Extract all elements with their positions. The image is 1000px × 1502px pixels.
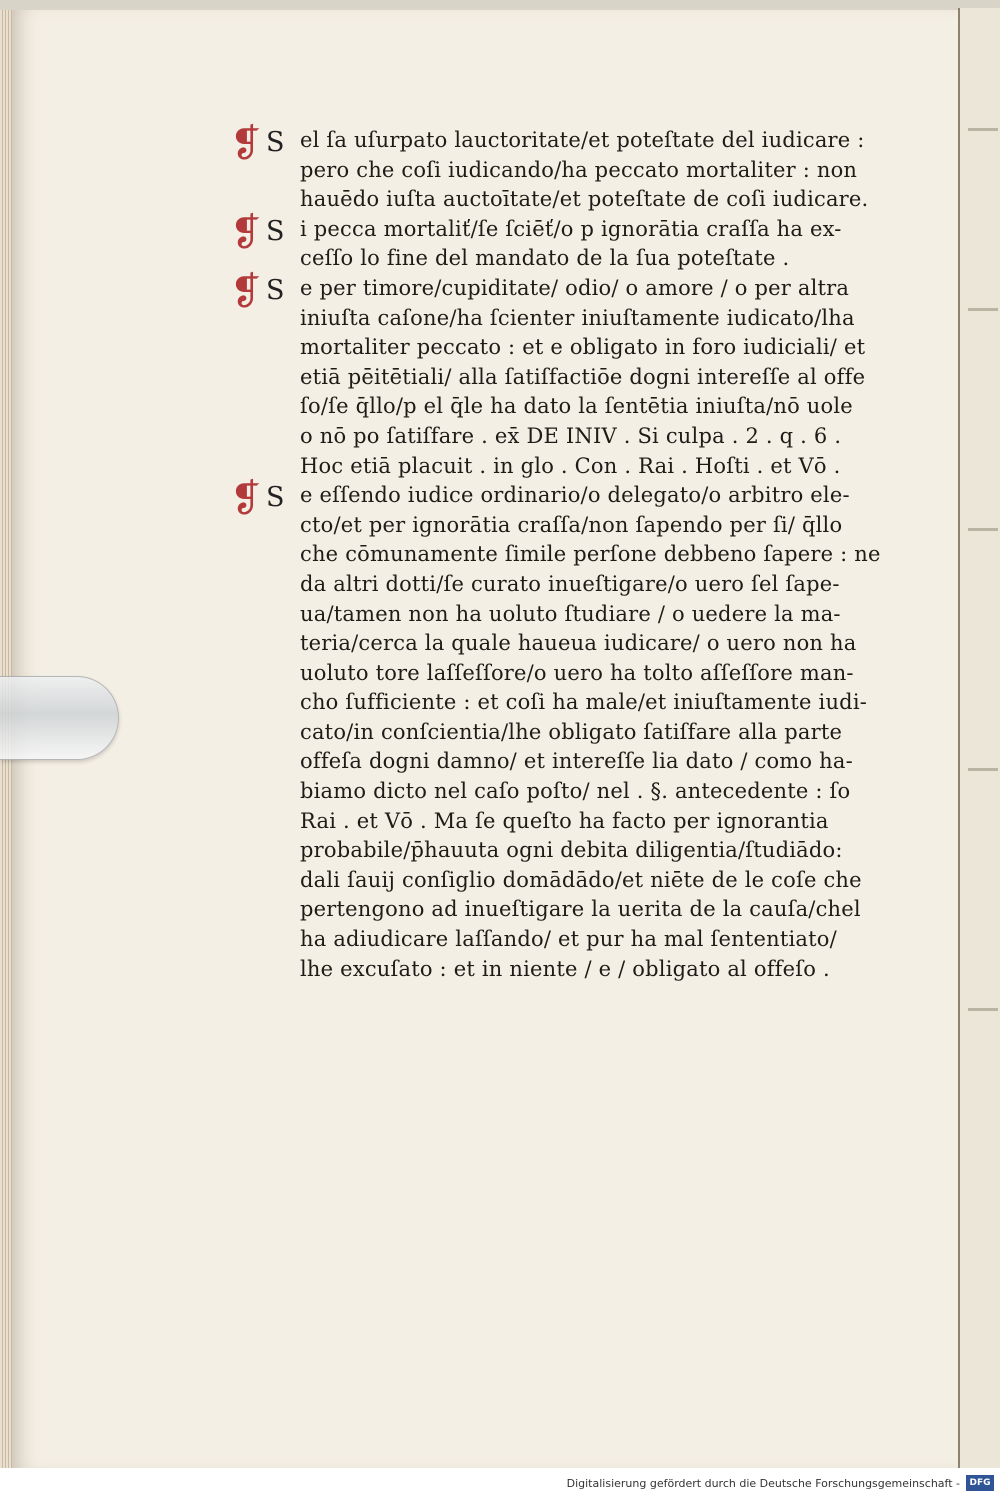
paragraph-initial: S [266, 482, 285, 514]
text-block [230, 121, 881, 984]
paragraph-initial: S [266, 215, 285, 247]
text-line: ſo/ſe q̄llo/p el q̄le ha dato la ſentētia iniuſta/nō uole [300, 394, 853, 419]
footer-credit: Digitalisierung gefördert durch die Deutsche Forschungsgemeinschaft - [566, 1477, 960, 1490]
paragraph-initial: S [266, 274, 285, 306]
text-line: ua/tamen non ha uoluto ſtudiare / o uedere la ma- [300, 601, 841, 626]
paragraph [230, 476, 881, 984]
text-line: ha adiudicare laſſando/ et pur ha mal ſententiato/ [300, 927, 837, 952]
paragraph [230, 209, 880, 274]
text-line: o nō po ſatiſfare . ex̄ DE INIV . Si culpa . 2 . q . 6 . [300, 423, 842, 448]
rubric-paragraph-mark-icon: ❡ [230, 209, 262, 254]
text-line: mortaliter peccato : et e obligato in foro iudiciali/ et [300, 335, 866, 360]
text-line: probabile/p̄hauuta ogni debita diligentia/ſtudiādo: [300, 838, 843, 863]
text-line: uoluto tore laſſeſſore/o uero ha tolto aſſeſſore man- [300, 660, 854, 685]
text-line: da altri dotti/ſe curato inueſtigare/o uero ſel ſape- [300, 571, 840, 596]
text-line: dali ſauij conſiglio domādādo/et niēte de le coſe che [300, 867, 862, 892]
text-line: biamo dicto nel caſo poſto/ nel . §. antecedente : ſo [300, 779, 851, 804]
footer [0, 1468, 1000, 1502]
text-line: pero che coſi iudicando/ha peccato mortaliter : non [300, 157, 858, 182]
rubric-paragraph-mark-icon: ❡ [230, 121, 262, 165]
paragraph [230, 121, 880, 215]
text-line: e per timore/cupiditate/ odio/ o amore / o per altra [300, 275, 850, 300]
text-line: lhe excuſato : et in niente / e / obligato al offeſo . [300, 956, 830, 981]
text-line: hauēdo iuſta auctoītate/et poteſtate de coſi iudicare. [300, 187, 869, 212]
text-line: che cōmunamente ſimile perſone debbeno ſapere : ne [300, 542, 881, 567]
text-line: e eſſendo iudice ordinario/o delegato/o arbitro ele- [300, 483, 850, 508]
paragraph-initial: S [266, 127, 285, 158]
dfg-logo: DFG [966, 1475, 994, 1491]
text-line: pertengono ad inueſtigare la uerita de la cauſa/chel [300, 897, 861, 922]
text-line: Hoc etiā placuit . in glo . Con . Rai . Hoſti . et Vō . [300, 453, 841, 478]
paragraph [230, 268, 880, 481]
book-clamp [0, 676, 119, 760]
facing-page-edge [958, 8, 1000, 1470]
text-line: i pecca mortaliť/ſe ſciēť/o p ignorātia craſſa ha ex- [300, 216, 842, 241]
rubric-paragraph-mark-icon: ❡ [230, 268, 262, 313]
text-line: iniuſta caſone/ha ſcienter iniuſtamente iudicato/lha [300, 305, 855, 330]
text-line: cato/in conſcientia/lhe obligato ſatiſfare alla parte [300, 719, 843, 744]
text-line: offeſa dogni damno/ et intereſſe lia dato / como ha- [300, 749, 853, 774]
text-line: Rai . et Vō . Ma ſe queſto ha facto per ignorantia [300, 808, 829, 833]
text-line: ceſſo lo fine del mandato de la ſua poteſtate . [300, 246, 790, 271]
text-line: cho ſufficiente : et coſi ha male/et iniuſtamente iudi- [300, 690, 868, 715]
text-line: cto/et per ignorātia craſſa/non ſapendo per ſi/ q̄llo [300, 512, 843, 537]
text-line: teria/cerca la quale haueua iudicare/ o uero non ha [300, 631, 857, 656]
text-line: etiā pēitētiali/ alla ſatiſfactiōe dogni intereſſe al offe [300, 364, 866, 389]
rubric-paragraph-mark-icon: ❡ [230, 476, 262, 521]
text-line: el ſa uſurpato lauctoritate/et poteſtate del iudicare : [300, 128, 865, 152]
